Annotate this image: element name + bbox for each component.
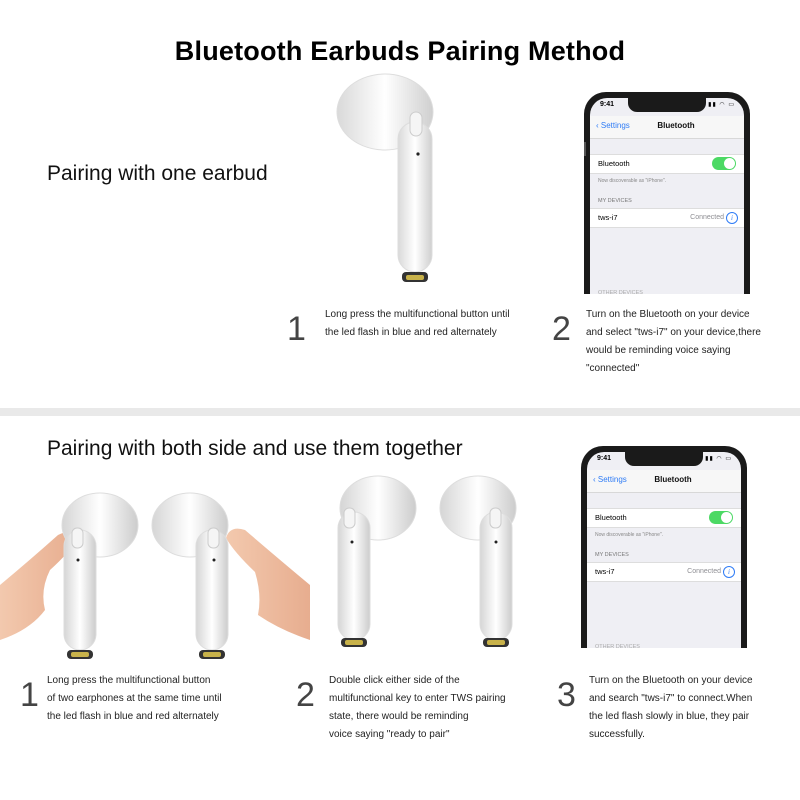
two-earbuds-illustration (328, 470, 528, 655)
nav-bar (590, 116, 744, 139)
phone-screen (590, 98, 744, 294)
my-devices-label: MY DEVICES (598, 198, 632, 204)
s2-step2-text: Double click either side of the multifunctional key to enter TWS pairing state, there would be reminding voice saying "ready to pair" (329, 675, 506, 740)
section-divider (0, 408, 800, 416)
phone-screen (587, 452, 741, 648)
device-row[interactable] (590, 208, 744, 228)
nav-title: Bluetooth (657, 121, 695, 130)
status-time: 9:41 (597, 455, 612, 462)
s2-step3-number: 3 (557, 676, 576, 714)
info-icon[interactable]: i (726, 212, 738, 224)
phone-side-button (584, 142, 586, 156)
back-button[interactable]: ‹ Settings (593, 475, 627, 484)
signal-wifi-battery-icon: ▮▮ ◠ ▭ (708, 102, 735, 108)
s2-step1-text: Long press the multifunctional button of two earphones at the same time until the led flash in blue and red alternately (47, 675, 222, 722)
s1-step1-text: Long press the multifunctional button until the led flash in blue and red alternately (325, 309, 510, 338)
s2-step1-number: 1 (20, 676, 39, 714)
s1-step1-number: 1 (287, 310, 306, 348)
bluetooth-toggle[interactable] (709, 511, 733, 524)
phone-notch (628, 98, 706, 112)
fingers-pressing-earbuds-illustration (0, 490, 310, 670)
device-name: tws-i7 (598, 213, 618, 222)
device-status: Connected (690, 214, 724, 221)
device-status: Connected (687, 568, 721, 575)
my-devices-label: MY DEVICES (595, 552, 629, 558)
back-button[interactable]: ‹ Settings (596, 121, 630, 130)
section1-heading: Pairing with one earbud (47, 162, 268, 185)
s2-step2-number: 2 (296, 676, 315, 714)
bluetooth-row: Bluetooth (590, 154, 744, 174)
discoverable-note: Now discoverable as "iPhone". (595, 532, 664, 538)
phone-mockup-bottom (581, 446, 747, 648)
phone-notch (625, 452, 703, 466)
nav-title: Bluetooth (654, 475, 692, 484)
s1-step2-number: 2 (552, 310, 571, 348)
nav-bar (587, 470, 741, 493)
s1-step2-text: Turn on the Bluetooth on your device and select "tws-i7" on your device,there would be reminding voice saying "connected" (586, 309, 761, 374)
discoverable-note: Now discoverable as "iPhone". (598, 178, 667, 184)
section2-heading: Pairing with both side and use them together (47, 437, 463, 460)
phone-mockup-top (584, 92, 750, 294)
bluetooth-toggle[interactable] (712, 157, 736, 170)
bluetooth-row: Bluetooth (587, 508, 741, 528)
single-earbud-illustration (330, 72, 450, 292)
page-title: Bluetooth Earbuds Pairing Method (174, 36, 626, 66)
signal-wifi-battery-icon: ▮▮ ◠ ▭ (705, 456, 732, 462)
s2-step3-text: Turn on the Bluetooth on your device and search "tws-i7" to connect.When the led flash slowly in blue, they pair successfully. (589, 675, 753, 740)
device-name: tws-i7 (595, 567, 615, 576)
info-icon[interactable]: i (723, 566, 735, 578)
status-time: 9:41 (600, 101, 615, 108)
device-row[interactable] (587, 562, 741, 582)
other-devices-label: OTHER DEVICES (598, 290, 643, 294)
other-devices-label: OTHER DEVICES (595, 644, 640, 648)
